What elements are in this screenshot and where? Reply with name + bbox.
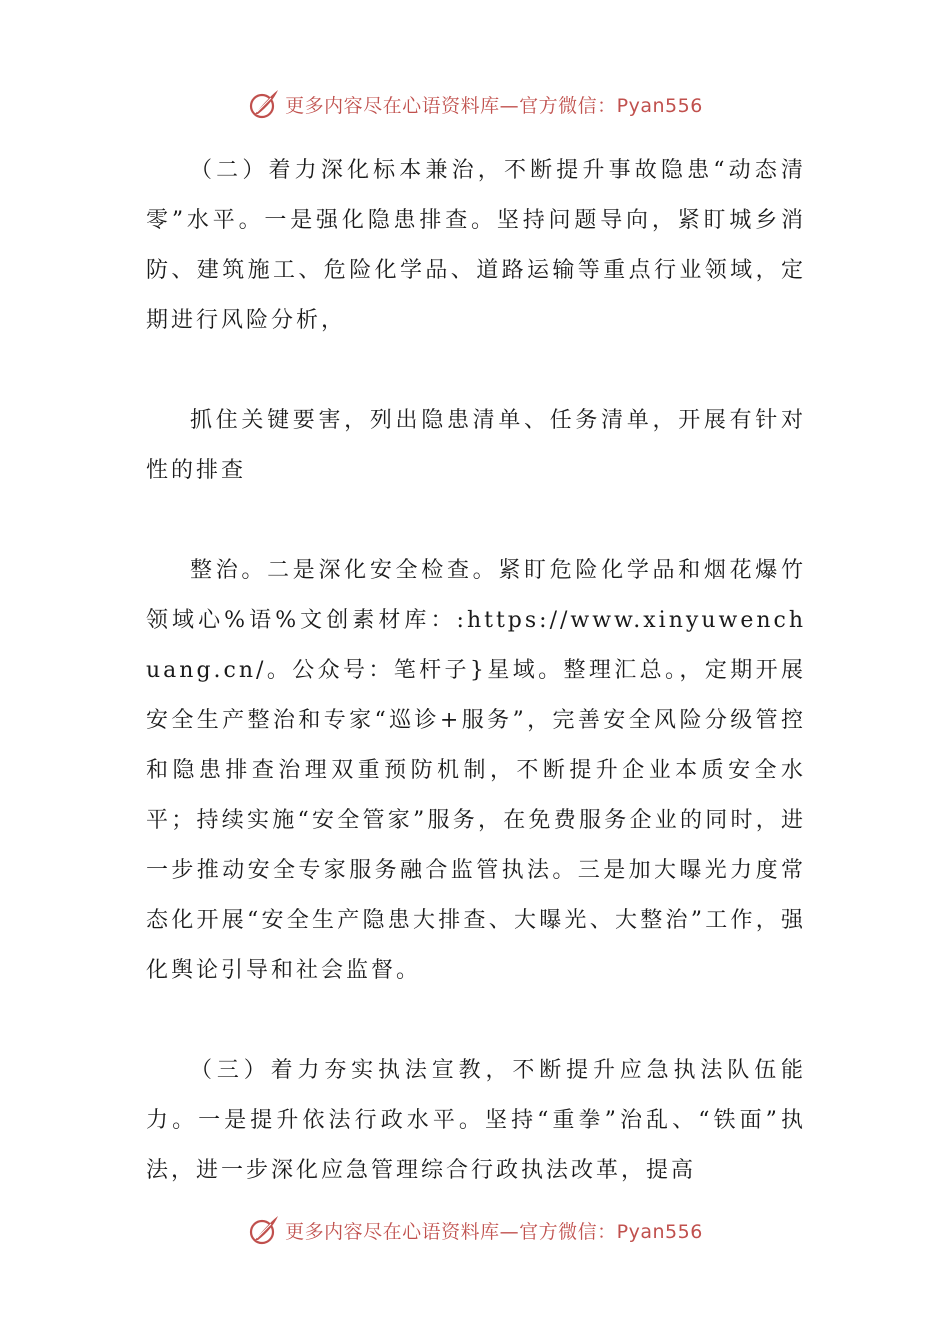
quill-logo-icon xyxy=(247,87,281,121)
footer-banner-text: 更多内容尽在心语资料库—官方微信：Pyan556 xyxy=(285,1220,703,1243)
paragraph: 整治。二是深化安全检查。紧盯危险化学品和烟花爆竹领域心%语%文创素材库：:https://www.xinyuwenchuang.cn/。公众号：笔杆子}星域。整理汇总。，定期开展安全生产整治和专家“巡诊+服务”，完善安全风险分级管控和隐患排查治理双重预防机制，不断提升企业本质安全水平；持续实施“安全管家”服务，在免费服务企业的同时，进一步推动安全专家服务融合监管执法。三是加大曝光力度常态化开展“安全生产隐患大排查、大曝光、大整治”工作，强化舆论引导和社会监督。 xyxy=(146,558,806,983)
header-banner xyxy=(0,82,950,126)
paragraph-gap xyxy=(146,496,806,546)
footer-banner xyxy=(0,1208,950,1252)
paragraph: （三）着力夯实执法宣教，不断提升应急执法队伍能力。一是提升依法行政水平。坚持“重拳”治乱、“铁面”执法，进一步深化应急管理综合行政执法改革，提高 xyxy=(146,1058,806,1183)
document-body xyxy=(146,146,806,1196)
header-banner-text: 更多内容尽在心语资料库—官方微信：Pyan556 xyxy=(285,94,703,117)
paragraph-gap xyxy=(146,346,806,396)
quill-logo-icon xyxy=(247,1213,281,1247)
paragraph-gap xyxy=(146,996,806,1046)
paragraph: 抓住关键要害，列出隐患清单、任务清单，开展有针对性的排查 xyxy=(146,408,806,483)
paragraph: （二）着力深化标本兼治，不断提升事故隐患“动态清零”水平。一是强化隐患排查。坚持问题导向，紧盯城乡消防、建筑施工、危险化学品、道路运输等重点行业领域，定期进行风险分析， xyxy=(146,158,806,333)
